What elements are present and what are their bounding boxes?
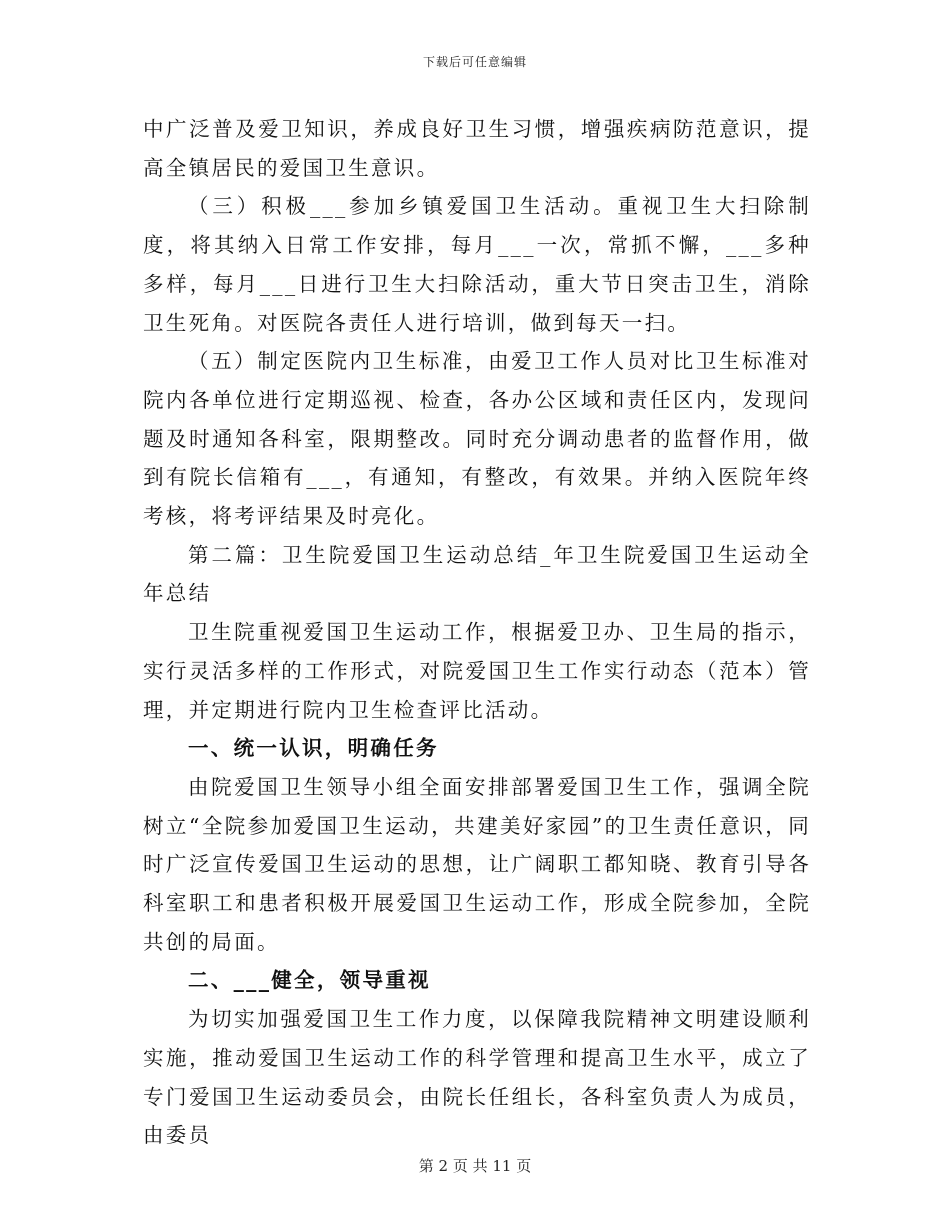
paragraph-1: 中广泛普及爱卫知识，养成良好卫生习惯，增强疾病防范意识，提高全镇居民的爱国卫生意识。 [143, 117, 811, 180]
page-footer: 第 2 页 共 11 页 [418, 1157, 532, 1175]
paragraph-3: （五）制定医院内卫生标准，由爱卫工作人员对比卫生标准对院内各单位进行定期巡视、检查，各办公区域和责任区内，发现问题及时通知各科室，限期整改。同时充分调动患者的监督作用，做到有院长信箱有___，有通知，有整改，有效果。并纳入医院年终考核，将考评结果及时亮化。 [143, 349, 811, 529]
heading-2: 二、___健全，领导重视 [188, 968, 431, 993]
page-header-note: 下载后可任意编辑 [422, 55, 527, 69]
section-title: 第二篇：卫生院爱国卫生运动总结_年卫生院爱国卫生运动全年总结 [143, 542, 811, 606]
paragraph-6: 由院爱国卫生领导小组全面安排部署爱国卫生工作，强调全院树立“全院参加爱国卫生运动，共建美好家园”的卫生责任意识，同时广泛宣传爱国卫生运动的思想，让广阔职工都知晓、教育引导各科室职工和患者积极开展爱国卫生运动工作，形成全院参加，全院共创的局面。 [143, 774, 811, 954]
document-body [143, 110, 811, 1155]
paragraph-7: 为切实加强爱国卫生工作力度，以保障我院精神文明建设顺利实施，推动爱国卫生运动工作的科学管理和提高卫生水平，成立了专门爱国卫生运动委员会，由院长任组长，各科室负责人为成员，由委员 [143, 1007, 811, 1148]
paragraph-2: （三）积极___参加乡镇爱国卫生活动。重视卫生大扫除制度，将其纳入日常工作安排，每月___一次，常抓不懈，___多种多样，每月___日进行卫生大扫除活动，重大节日突击卫生，消除卫生死角。对医院各责任人进行培训，做到每天一扫。 [143, 194, 811, 335]
paragraph-5: 卫生院重视爱国卫生运动工作，根据爱卫办、卫生局的指示，实行灵活多样的工作形式，对院爱国卫生工作实行动态（范本）管理，并定期进行院内卫生检查评比活动。 [143, 620, 811, 722]
heading-1: 一、统一认识，明确任务 [188, 736, 439, 761]
